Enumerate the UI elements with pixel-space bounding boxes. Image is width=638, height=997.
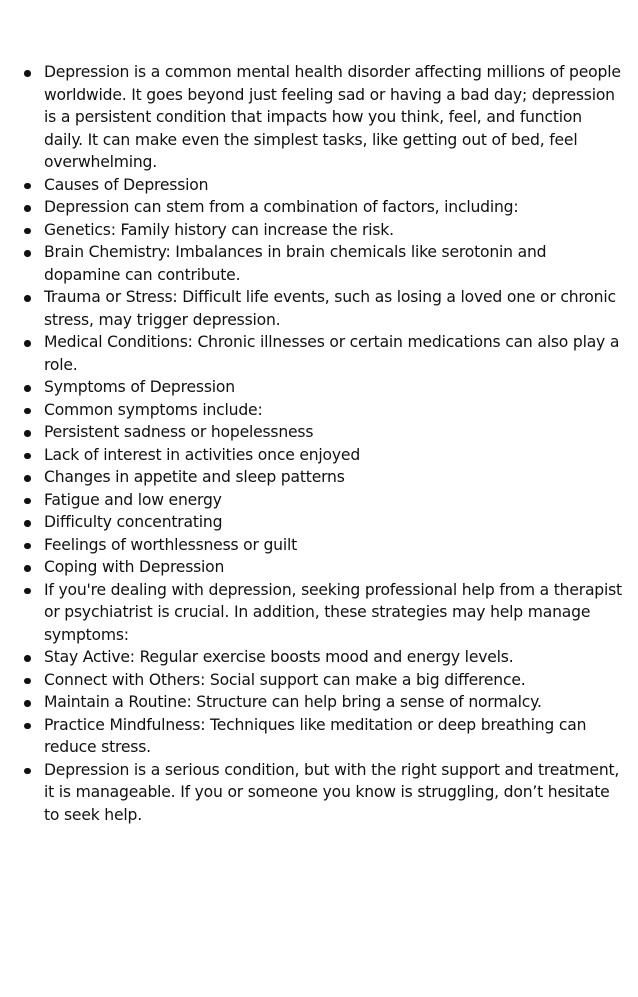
bullet-text: Depression is a common mental health disorder affecting millions of people worldwide. It goes beyond just feeling sad or having a bad day; depression is a persistent condition that impacts how you think, feel, and function daily. It can make even the simplest tasks, like getting out of bed, feel overwhelming. [44,63,621,171]
bullet-item-appetite-sleep [24,466,622,489]
bullet-item-lack-of-interest [24,444,622,467]
bullet-item-trauma [24,286,622,331]
bullet-item-mindfulness [24,714,622,759]
bullet-text: Stay Active: Regular exercise boosts mood and energy levels. [44,648,514,666]
bullet-dot-icon [24,498,31,505]
bullet-dot-icon [24,565,31,572]
bullet-item-conclusion [24,759,622,827]
bullet-item-causes-heading [24,174,622,197]
bullet-dot-icon [24,520,31,527]
bullet-dot-icon [24,408,31,415]
bullet-text: Connect with Others: Social support can make a big difference. [44,670,526,689]
bullet-dot-icon [24,340,31,347]
bullet-text: Depression is a serious condition, but with the right support and treatment, it is manageable. If you or someone you know is struggling, don’t hesitate to seek help. [44,760,620,824]
bullet-dot-icon [24,678,31,685]
bullet-item-symptoms-heading [24,376,622,399]
bullet-dot-icon [24,205,31,212]
bullet-dot-icon [24,700,31,707]
bullet-dot-icon [24,453,31,460]
bullet-dot-icon [24,70,31,77]
bullet-dot-icon [24,430,31,437]
bullet-item-medical-conditions [24,331,622,376]
bullet-text: Coping with Depression [44,558,225,576]
bullet-text: Changes in appetite and sleep patterns [44,468,345,486]
bullet-item-coping-heading [24,556,622,579]
bullet-dot-icon [24,475,31,482]
bullet-text: Causes of Depression [44,175,209,194]
bullet-text: Genetics: Family history can increase the risk. [44,220,394,239]
bullet-item-professional-help [24,579,622,647]
bullet-item-fatigue [24,489,622,512]
bullet-item-causes-intro [24,196,622,219]
bullet-text: Persistent sadness or hopelessness [44,423,314,441]
bullet-item-symptoms-intro [24,399,622,422]
bullet-dot-icon [24,385,31,392]
bullet-text: Maintain a Routine: Structure can help bring a sense of normalcy. [44,693,542,711]
bullet-text: Practice Mindfulness: Techniques like meditation or deep breathing can reduce stress. [44,715,587,756]
bullet-dot-icon [24,723,31,730]
bullet-text: Symptoms of Depression [44,378,235,396]
bullet-dot-icon [24,768,31,775]
bullet-text: Feelings of worthlessness or guilt [44,535,298,554]
bullet-text: Brain Chemistry: Imbalances in brain chemicals like serotonin and dopamine can contribute. [44,243,547,284]
bullet-dot-icon [24,183,31,190]
document-page [24,61,622,826]
bullet-text: Medical Conditions: Chronic illnesses or certain medications can also play a role. [44,333,620,374]
bullet-text: Lack of interest in activities once enjoyed [44,445,361,464]
bullet-text: Common symptoms include: [44,400,263,419]
bullet-text: Fatigue and low energy [44,490,222,509]
bullet-item-intro [24,61,622,174]
bullet-item-connect-with-others [24,669,622,692]
bullet-dot-icon [24,295,31,302]
bullet-dot-icon [24,228,31,235]
bullet-item-concentration [24,511,622,534]
bullet-dot-icon [24,250,31,257]
bullet-item-worthlessness [24,534,622,557]
bullet-dot-icon [24,588,31,595]
bullet-item-genetics [24,219,622,242]
bullet-dot-icon [24,655,31,662]
bullet-item-sadness [24,421,622,444]
bullet-text: Depression can stem from a combination of factors, including: [44,198,519,216]
bullet-text: Trauma or Stress: Difficult life events, such as losing a loved one or chronic stress, may trigger depression. [44,288,616,329]
bullet-item-brain-chemistry [24,241,622,286]
bullet-item-routine [24,691,622,714]
bullet-text: Difficulty concentrating [44,513,223,531]
bullet-text: If you're dealing with depression, seeking professional help from a therapist or psychiatrist is crucial. In addition, these strategies may help manage symptoms: [44,580,622,644]
bullet-list [24,61,622,826]
bullet-item-stay-active [24,646,622,669]
bullet-dot-icon [24,543,31,550]
